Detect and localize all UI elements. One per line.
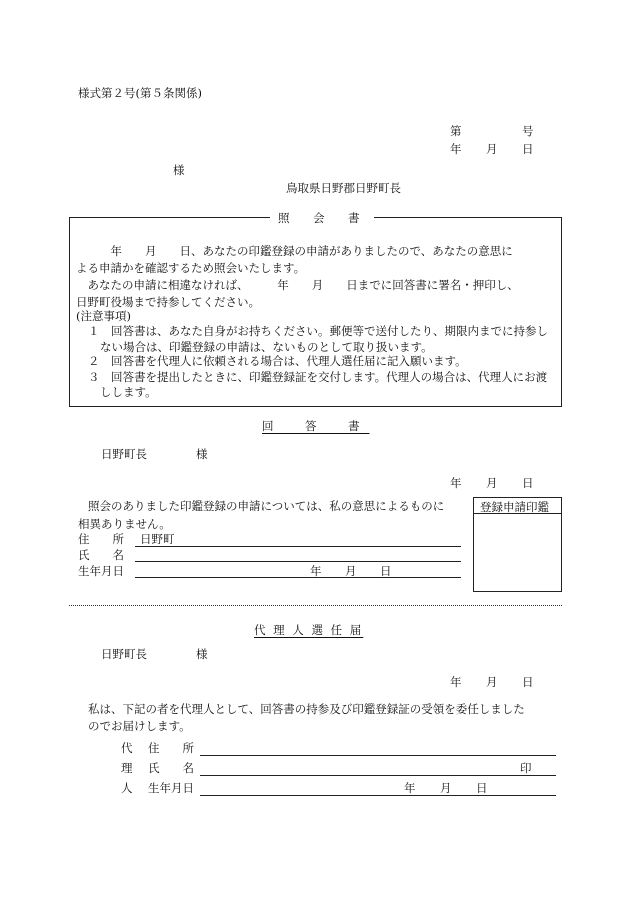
reply-title: 回 答 書 bbox=[262, 419, 370, 433]
note-3b: しします。 bbox=[100, 385, 157, 399]
inquiry-line-4: 日野町役場まで持参してください。 bbox=[76, 295, 260, 309]
number-prefix: 第 bbox=[450, 124, 462, 138]
proxy-side-3: 人 bbox=[121, 781, 133, 795]
reply-address-value: 日野町 bbox=[140, 532, 175, 546]
header-date-day: 日 bbox=[522, 142, 534, 156]
header-honorific: 様 bbox=[173, 163, 185, 177]
reply-dob-year: 年 bbox=[310, 564, 322, 578]
proxy-side-2: 理 bbox=[121, 761, 133, 775]
note-1b: ない場合は、印鑑登録の申請は、ないものとして取り扱います。 bbox=[100, 340, 433, 354]
proxy-address-line bbox=[200, 755, 556, 756]
proxy-side-1: 代 bbox=[121, 741, 133, 755]
proxy-dob-line bbox=[200, 795, 556, 796]
proxy-seal-mark: 印 bbox=[520, 761, 532, 775]
reply-address-label: 住 所 bbox=[78, 532, 124, 546]
proxy-dob-day: 日 bbox=[476, 781, 488, 795]
form-id: 様式第２号(第５条関係) bbox=[78, 86, 202, 100]
notes-heading: (注意事項) bbox=[76, 309, 131, 323]
proxy-title: 代 理 人 選 任 届 bbox=[254, 623, 364, 637]
reply-honorific: 様 bbox=[196, 447, 208, 461]
proxy-dob-year: 年 bbox=[404, 781, 416, 795]
note-1a: １ 回答書は、あなた自身がお持ちください。郵便等で送付したり、期限内までに持参し bbox=[88, 324, 548, 338]
proxy-name-label: 氏 名 bbox=[148, 761, 194, 775]
reply-body-2: 相異ありません。 bbox=[78, 517, 171, 531]
proxy-date-month: 月 bbox=[486, 675, 498, 689]
reply-address-line bbox=[135, 546, 461, 547]
reply-addressee: 日野町長 bbox=[101, 447, 147, 461]
proxy-name-line bbox=[200, 775, 556, 776]
section-separator bbox=[69, 605, 562, 606]
inquiry-line-2: よる申請かを確認するため照会いたします。 bbox=[76, 261, 306, 275]
proxy-date-year: 年 bbox=[450, 675, 462, 689]
proxy-dob-month: 月 bbox=[440, 781, 452, 795]
proxy-date-day: 日 bbox=[522, 675, 534, 689]
note-2: ２ 回答書を代理人に依頼される場合は、代理人選任届に記入願います。 bbox=[88, 354, 467, 368]
proxy-addressee: 日野町長 bbox=[101, 647, 147, 661]
reply-dob-day: 日 bbox=[380, 564, 392, 578]
reply-date-month: 月 bbox=[486, 476, 498, 490]
reply-dob-line bbox=[135, 577, 461, 578]
proxy-body-1: 私は、下記の者を代理人として、回答書の持参及び印鑑登録証の受領を委任しました bbox=[88, 702, 525, 716]
reply-dob-month: 月 bbox=[345, 564, 357, 578]
inquiry-line-3: あなたの申請に相違なければ、 年 月 日までに回答書に署名・押印し、 bbox=[76, 278, 519, 292]
header-date-month: 月 bbox=[486, 142, 498, 156]
inquiry-title: 照 会 書 bbox=[270, 210, 374, 226]
reply-dob-label: 生年月日 bbox=[78, 564, 124, 578]
header-date-year: 年 bbox=[450, 142, 462, 156]
number-suffix: 号 bbox=[522, 124, 534, 138]
proxy-dob-label: 生年月日 bbox=[148, 781, 194, 795]
reply-name-line bbox=[135, 561, 461, 562]
issuer: 鳥取県日野郡日野町長 bbox=[286, 181, 401, 195]
proxy-honorific: 様 bbox=[196, 647, 208, 661]
reply-body-1: 照会のありました印鑑登録の申請については、私の意思によるものに bbox=[88, 499, 445, 513]
reply-date-day: 日 bbox=[522, 476, 534, 490]
note-3a: ３ 回答書を提出したときに、印鑑登録証を交付します。代理人の場合は、代理人にお渡 bbox=[88, 370, 548, 384]
reply-name-label: 氏 名 bbox=[78, 548, 124, 562]
seal-box-label: 登録申請印鑑 bbox=[480, 500, 549, 514]
reply-date-year: 年 bbox=[450, 476, 462, 490]
proxy-address-label: 住 所 bbox=[148, 741, 194, 755]
inquiry-line-1: 年 月 日、あなたの印鑑登録の申請がありましたので、あなたの意思に bbox=[76, 244, 513, 258]
proxy-body-2: のでお届けします。 bbox=[88, 719, 191, 733]
